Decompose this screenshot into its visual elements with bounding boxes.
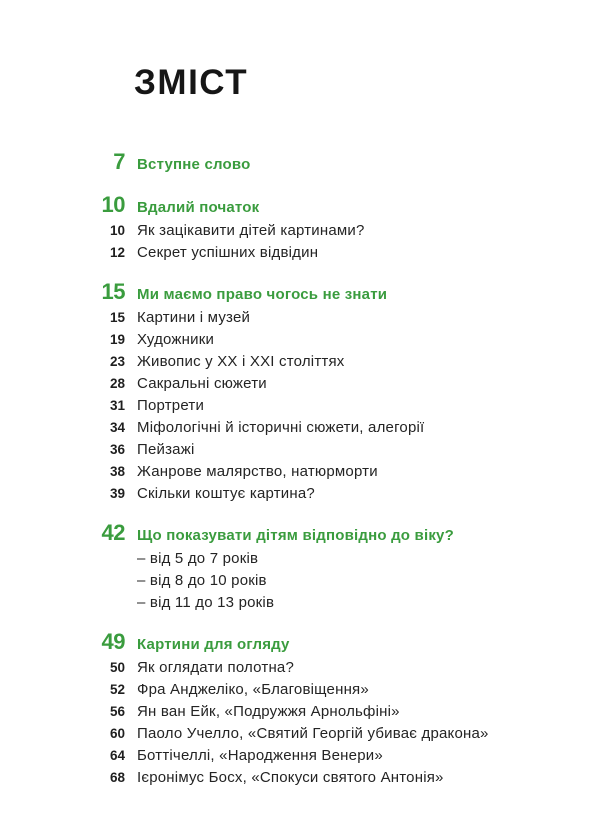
toc-entry — [78, 307, 558, 329]
entry-label: Картини і музей — [137, 309, 251, 326]
entry-label: – від 8 до 10 років — [137, 572, 267, 589]
section-page-number: 7 — [113, 149, 125, 174]
entry-page-number: 56 — [109, 704, 125, 719]
toc-entry — [78, 395, 558, 417]
section-heading: Картини для огляду — [137, 636, 290, 653]
toc-entry — [78, 329, 558, 351]
toc — [78, 150, 558, 805]
section-page-number: 42 — [101, 520, 125, 545]
section-heading: Що показувати дітям відповідно до віку? — [137, 527, 454, 544]
toc-entry — [78, 351, 558, 373]
entry-page-number: 15 — [109, 310, 125, 325]
entry-page-number: 68 — [109, 770, 125, 785]
entry-page-number: 36 — [109, 442, 125, 457]
toc-section-heading-row — [78, 521, 558, 548]
toc-entry — [78, 701, 558, 723]
toc-entry — [78, 767, 558, 789]
entry-page-number: 38 — [109, 464, 125, 479]
entry-page-number: 19 — [109, 332, 125, 347]
entry-page-number: 39 — [109, 486, 125, 501]
toc-section — [78, 521, 558, 614]
entry-label: – від 11 до 13 років — [137, 594, 275, 611]
entry-label: Портрети — [137, 397, 205, 414]
section-page-number: 49 — [101, 629, 125, 654]
toc-section-items — [78, 220, 558, 264]
toc-entry — [78, 723, 558, 745]
entry-label: Міфологічні й історичні сюжети, алегорії — [137, 419, 425, 436]
section-heading: Вдалий початок — [137, 199, 260, 216]
toc-entry — [78, 657, 558, 679]
toc-entry — [78, 679, 558, 701]
entry-page-number: 10 — [109, 223, 125, 238]
toc-section-heading-row — [78, 150, 558, 177]
entry-label: Як оглядати полотна? — [137, 659, 295, 676]
entry-page-number: 52 — [109, 682, 125, 697]
toc-section — [78, 630, 558, 789]
section-heading: Вступне слово — [137, 156, 251, 173]
toc-section — [78, 280, 558, 505]
toc-section — [78, 193, 558, 264]
entry-label: Фра Анджеліко, «Благовіщення» — [137, 681, 369, 698]
toc-entry — [78, 417, 558, 439]
entry-label: Художники — [137, 331, 215, 348]
toc-entry — [78, 592, 558, 614]
page-title: ЗМІСТ — [134, 63, 249, 103]
toc-entry — [78, 242, 558, 264]
entry-label: Секрет успішних відвідин — [137, 244, 319, 261]
entry-page-number: 60 — [109, 726, 125, 741]
entry-page-number: 34 — [109, 420, 125, 435]
section-page-number: 10 — [101, 192, 125, 217]
entry-page-number: 23 — [109, 354, 125, 369]
entry-label: Ієронімус Босх, «Спокуси святого Антонія» — [137, 769, 444, 786]
toc-section-items — [78, 307, 558, 505]
entry-label: – від 5 до 7 років — [137, 550, 259, 567]
toc-section-heading-row — [78, 630, 558, 657]
section-heading: Ми маємо право чогось не знати — [137, 286, 388, 303]
toc-section-heading-row — [78, 280, 558, 307]
toc-section-items — [78, 657, 558, 789]
entry-page-number: 28 — [109, 376, 125, 391]
entry-label: Ян ван Ейк, «Подружжя Арнольфіні» — [137, 703, 400, 720]
entry-label: Як зацікавити дітей картинами? — [137, 222, 365, 239]
entry-label: Сакральні сюжети — [137, 375, 267, 392]
toc-entry — [78, 220, 558, 242]
entry-label: Паоло Учелло, «Святий Георгій убиває дракона» — [137, 725, 489, 742]
toc-entry — [78, 373, 558, 395]
section-page-number: 15 — [101, 279, 125, 304]
entry-page-number: 12 — [109, 245, 125, 260]
entry-label: Живопис у XX і XXI століттях — [137, 353, 345, 370]
entry-label: Боттічеллі, «Народження Венери» — [137, 747, 383, 764]
toc-section-heading-row — [78, 193, 558, 220]
toc-section-items — [78, 548, 558, 614]
entry-label: Скільки коштує картина? — [137, 485, 315, 502]
toc-entry — [78, 745, 558, 767]
toc-entry — [78, 548, 558, 570]
entry-page-number: 64 — [109, 748, 125, 763]
toc-section — [78, 150, 558, 177]
toc-entry — [78, 439, 558, 461]
toc-entry — [78, 570, 558, 592]
entry-label: Пейзажі — [137, 441, 195, 458]
entry-label: Жанрове малярство, натюрморти — [137, 463, 378, 480]
entry-page-number: 50 — [109, 660, 125, 675]
toc-entry — [78, 483, 558, 505]
entry-page-number: 31 — [109, 398, 125, 413]
toc-entry — [78, 461, 558, 483]
